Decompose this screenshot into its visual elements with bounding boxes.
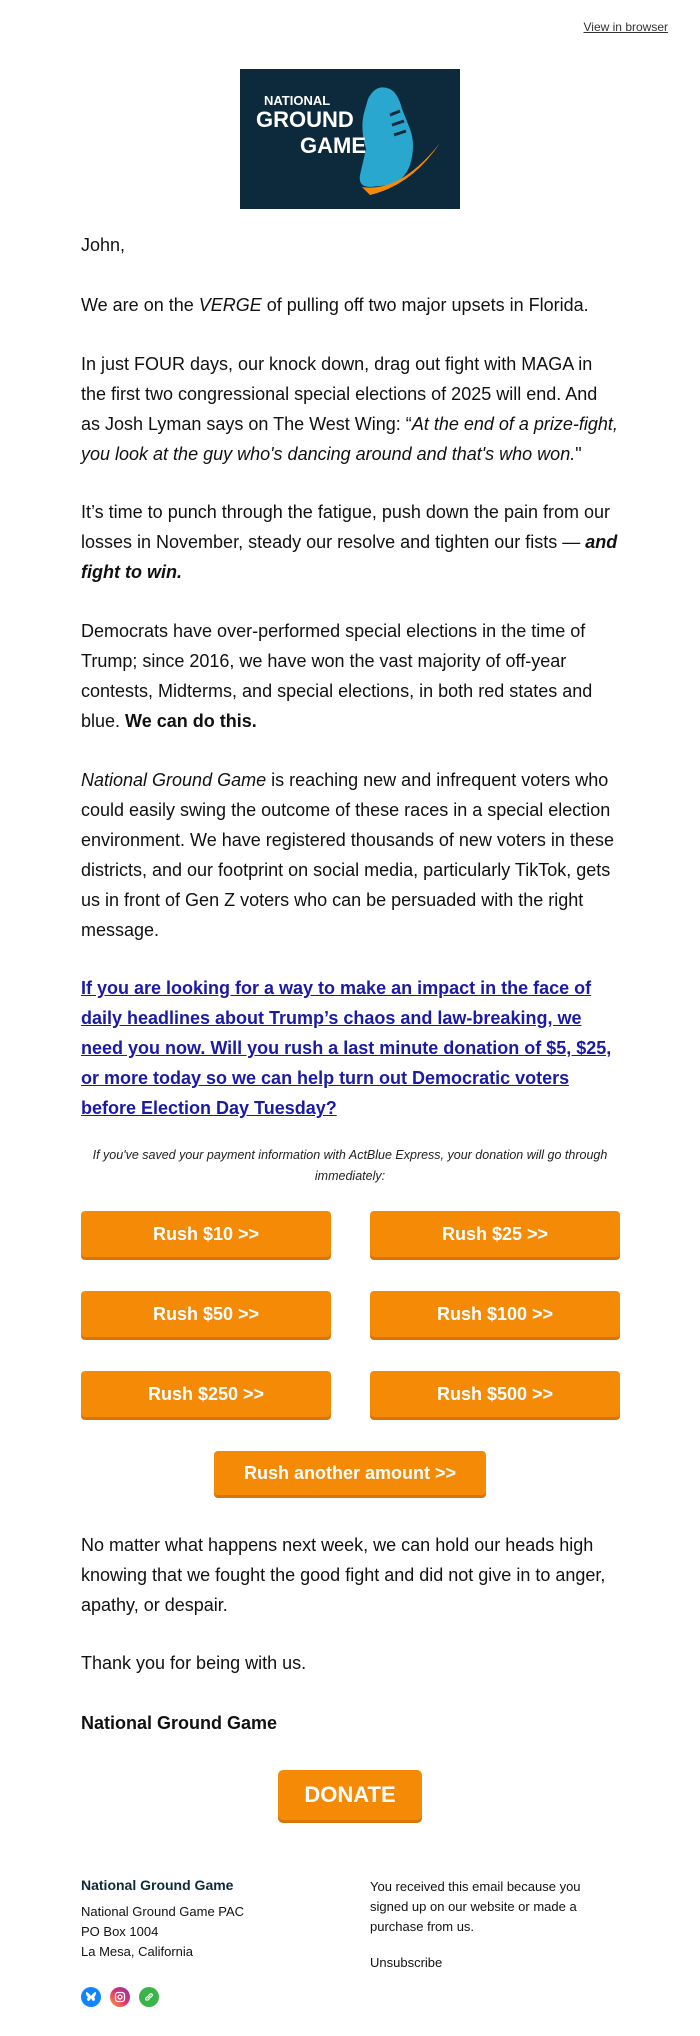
logo-line1: NATIONAL (264, 93, 331, 108)
rush-25-button[interactable]: Rush $25 >> (370, 1211, 620, 1257)
paragraph-ngg-reaching: National Ground Game is reaching new and infrequent voters who could easily swing the outcome of these races in a special election environment. We have registered thousands of new voters in these districts, and our footprint on social media, particularly TikTok, gets us in front of Gen Z voters who can be persuaded with the right message. (81, 770, 614, 940)
footer-address (81, 1902, 331, 1962)
logo-line2: GROUND (256, 107, 354, 132)
donate-button[interactable]: DONATE (278, 1770, 422, 1820)
logo-graphic (240, 69, 460, 209)
actblue-note: If you've saved your payment information with ActBlue Express, your donation will go through immediately: (92, 1148, 608, 1183)
rush-100-button[interactable]: Rush $100 >> (370, 1291, 620, 1337)
paragraph-fatigue: It’s time to punch through the fatigue, push down the pain from our losses in November, steady our resolve and tighten our fists — and fight to win. (81, 502, 618, 582)
national-ground-game-logo[interactable] (240, 69, 460, 209)
rush-10-button[interactable]: Rush $10 >> (81, 1211, 331, 1257)
website-link-icon[interactable] (139, 1987, 159, 2007)
footer-address-line2: PO Box 1004 (81, 1924, 159, 1939)
footer-reason: You received this email because you signed up on our website or made a purchase from us. (370, 1879, 581, 1934)
rush-250-button[interactable]: Rush $250 >> (81, 1371, 331, 1417)
instagram-icon[interactable] (110, 1987, 130, 2007)
bluesky-icon[interactable] (81, 1987, 101, 2007)
rush-50-button[interactable]: Rush $50 >> (81, 1291, 331, 1337)
footer-org-name: National Ground Game (81, 1877, 234, 1893)
logo-line3: GAME (300, 133, 366, 158)
footer-address-line1: National Ground Game PAC (81, 1904, 245, 1919)
thank-you-text: Thank you for being with us. (81, 1653, 307, 1673)
rush-other-amount-button[interactable]: Rush another amount >> (214, 1451, 486, 1495)
greeting: John, (81, 235, 126, 255)
paragraph-four-days: In just FOUR days, our knock down, drag out fight with MAGA in the first two congressional special elections of 2025 will end. And as Josh Lyman says on The West Wing: “At the end of a prize-fight, you look at the guy who's dancing around and that's who won." (81, 354, 618, 464)
view-in-browser-link[interactable]: View in browser (583, 20, 668, 34)
paragraph-democrats: Democrats have over-performed special elections in the time of Trump; since 2016, we have won the vast majority of off-year contests, Midterms, and special elections, in both red states and blue. We can do this. (81, 621, 593, 731)
unsubscribe-link[interactable]: Unsubscribe (370, 1955, 443, 1970)
footer-address-line3: La Mesa, California (81, 1944, 193, 1959)
paragraph-verge: We are on the VERGE of pulling off two major upsets in Florida. (81, 295, 589, 315)
rush-500-button[interactable]: Rush $500 >> (370, 1371, 620, 1417)
closing-paragraph: No matter what happens next week, we can hold our heads high knowing that we fought the good fight and did not give in to anger, apathy, or despair. (81, 1535, 606, 1615)
donation-appeal-link[interactable]: If you are looking for a way to make an impact in the face of daily headlines about Trump’s chaos and law-breaking, we need you now. Will you rush a last minute donation of $5, $25, or more today so we can help turn out Democratic voters before Election Day Tuesday? (81, 978, 612, 1118)
signature: National Ground Game (81, 1713, 278, 1733)
